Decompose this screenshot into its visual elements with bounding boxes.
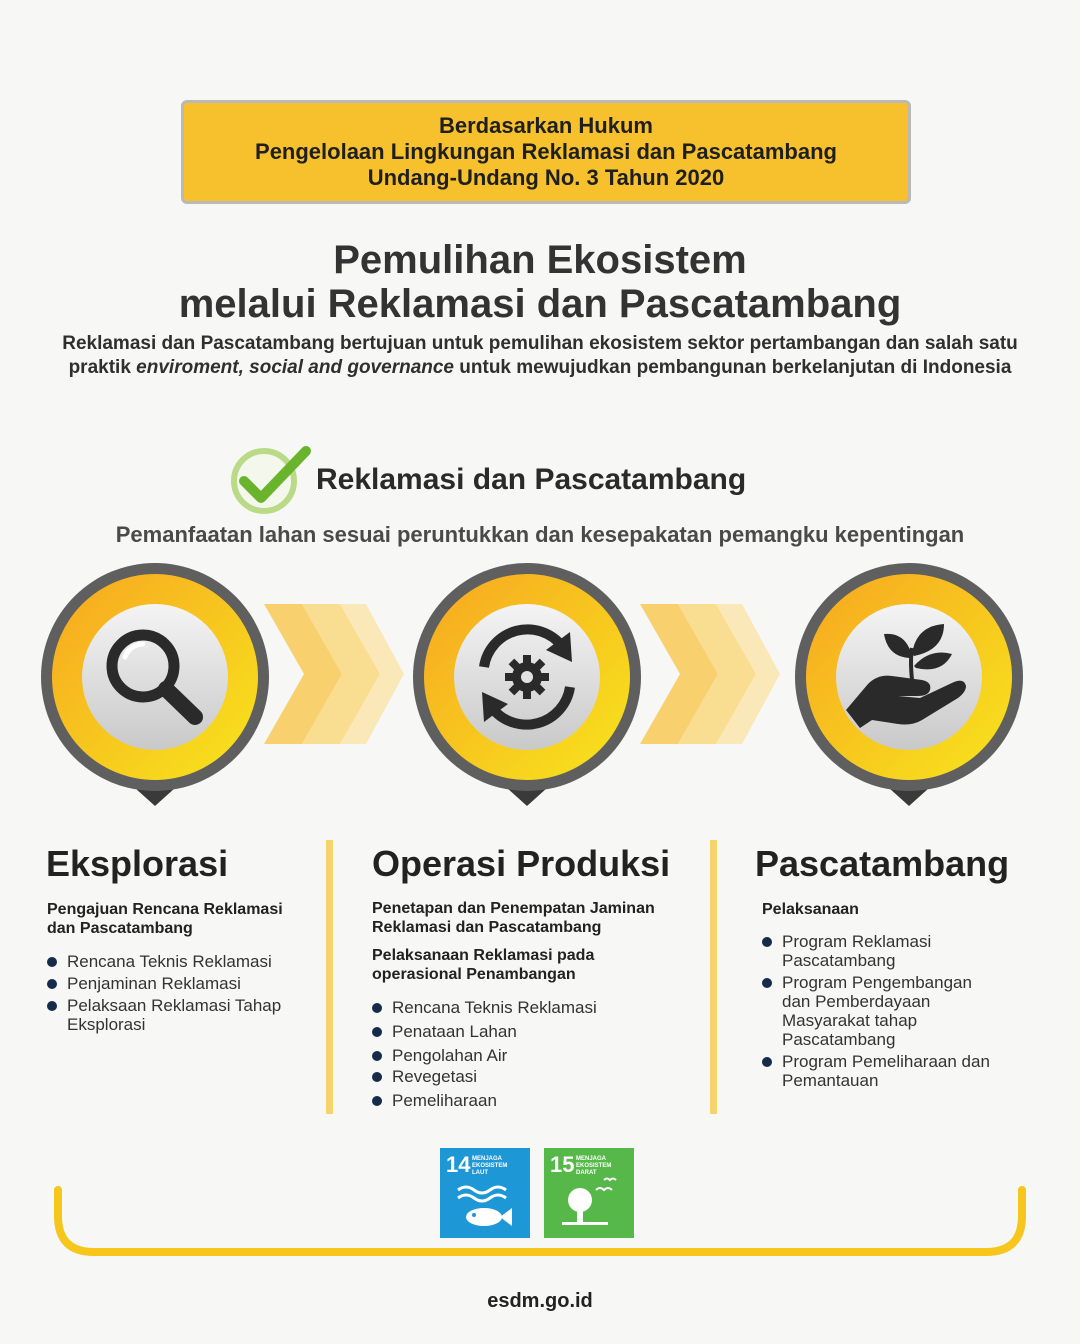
operation-heading-1: Penetapan dan Penempatan Jaminan Reklamasi dan Pascatambang <box>372 900 655 936</box>
title-line-2: melalui Reklamasi dan Pascatambang <box>178 282 902 326</box>
operation-list <box>372 998 672 1110</box>
sdg-15-number: 15 <box>550 1152 575 1177</box>
subtitle-italic: enviroment, social and governance <box>136 357 454 378</box>
list-item: Penjaminan Reklamasi <box>47 974 312 993</box>
section-title: Reklamasi dan Pascatambang <box>316 463 747 496</box>
list-item: Rencana Teknis Reklamasi <box>47 952 312 971</box>
law-line-1: Berdasarkan Hukum <box>439 113 653 138</box>
operation-badge <box>412 562 642 807</box>
post-mining-heading: Pelaksanaan <box>762 901 859 918</box>
post-mining-list <box>762 932 1002 1090</box>
subtitle-part-2: untuk mewujudkan pembangunan berkelanjutan di Indonesia <box>454 357 1012 378</box>
chevrons-arrow-1 <box>264 604 404 744</box>
list-item: Program Reklamasi Pascatambang <box>762 932 1002 970</box>
page-title <box>60 238 1020 326</box>
column-divider-2 <box>710 840 717 1114</box>
list-item: Program Pengembangan dan Pemberdayaan Masyarakat tahap Pascatambang <box>762 973 1002 1049</box>
list-item: Rencana Teknis Reklamasi <box>372 998 672 1017</box>
exploration-list <box>47 952 312 1034</box>
section-subtitle: Pemanfaatan lahan sesuai peruntukkan dan kesepakatan pemangku kepentingan <box>115 522 965 547</box>
sdg-15-label: MENJAGA EKOSISTEM DARAT <box>576 1156 612 1176</box>
title-line-1: Pemulihan Ekosistem <box>333 238 747 282</box>
exploration-heading: Pengajuan Rencana Reklamasi dan Pascatambang <box>47 901 283 937</box>
list-item: Pemeliharaan <box>372 1091 672 1110</box>
sdg-14-badge <box>440 1148 530 1238</box>
sdg-14-number: 14 <box>446 1152 471 1177</box>
page-subtitle <box>60 332 1020 380</box>
list-item: Program Pemeliharaan dan Pemantauan <box>762 1052 1002 1090</box>
check-icon <box>228 443 312 515</box>
phase-title-operation: Operasi Produksi <box>372 843 671 884</box>
law-line-3: Undang-Undang No. 3 Tahun 2020 <box>367 165 725 190</box>
operation-heading-2: Pelaksanaan Reklamasi pada operasional Penambangan <box>372 947 595 983</box>
sdg-15-badge <box>544 1148 634 1238</box>
law-line-2: Pengelolaan Lingkungan Reklamasi dan Pascatambang <box>255 139 837 164</box>
exploration-badge <box>40 562 270 807</box>
bottom-bracket <box>50 1186 1030 1260</box>
law-banner <box>181 100 911 204</box>
phase-title-post-mining: Pascatambang <box>755 843 1010 884</box>
list-item: Penataan Lahan <box>372 1022 672 1041</box>
sdg-14-label: MENJAGA EKOSISTEM LAUT <box>472 1156 508 1176</box>
chevrons-arrow-2 <box>640 604 780 744</box>
column-divider-1 <box>326 840 333 1114</box>
list-item: Pengolahan Air <box>372 1046 672 1065</box>
list-item: Revegetasi <box>372 1067 672 1086</box>
footer-site[interactable]: esdm.go.id <box>487 1290 593 1312</box>
post-mining-badge <box>794 562 1024 807</box>
phase-title-exploration: Eksplorasi <box>46 843 229 884</box>
list-item: Pelaksaan Reklamasi Tahap Eksplorasi <box>47 996 312 1034</box>
subtitle-part-1: Reklamasi dan Pascatambang bertujuan untuk pemulihan ekosistem sektor pertambangan dan salah satu praktik <box>62 333 1018 378</box>
